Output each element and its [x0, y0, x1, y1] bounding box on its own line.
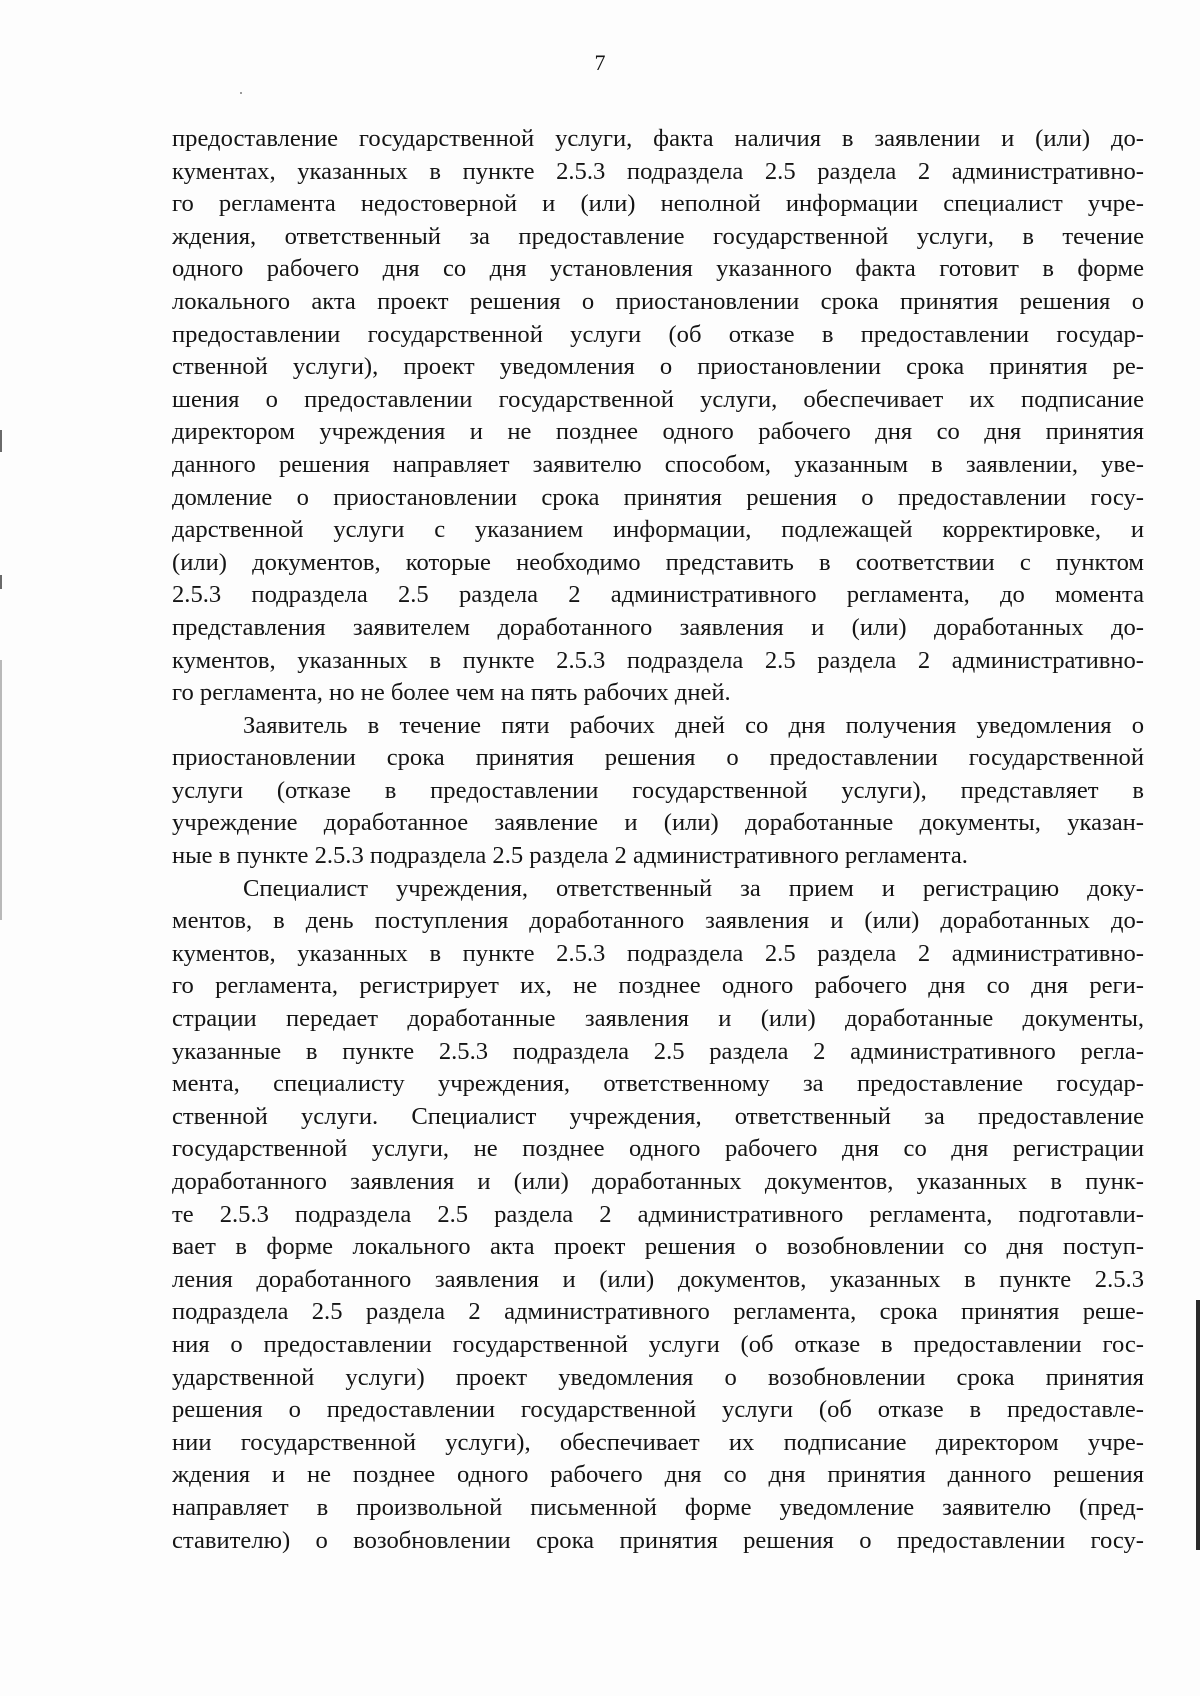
text-line: те 2.5.3 подраздела 2.5 раздела 2 административного регламента, подготавли- [172, 1200, 1144, 1228]
text-line: ментов, в день поступления доработанного заявления и (или) доработанных до- [172, 907, 1144, 935]
text-line: (или) документов, которые необходимо представить в соответствии с пунктом [172, 548, 1144, 576]
text-line: ударственной услуги) проект уведомления о возобновлении срока принятия [172, 1363, 1144, 1391]
scan-artifact [0, 660, 2, 920]
text-line: одного рабочего дня со дня установления указанного факта готовит в форме [172, 255, 1144, 283]
text-line: вает в форме локального акта проект решения о возобновлении со дня поступ- [172, 1233, 1144, 1261]
text-line: ждения и не позднее одного рабочего дня со дня принятия данного решения [172, 1461, 1144, 1489]
text-line: подраздела 2.5 раздела 2 административного регламента, срока принятия реше- [172, 1298, 1144, 1326]
text-line: го регламента недостоверной и (или) неполной информации специалист учре- [172, 190, 1144, 218]
scan-artifact [0, 430, 2, 452]
text-line: решения о предоставлении государственной услуги (об отказе в предоставле- [172, 1396, 1144, 1424]
text-line: дарственной услуги с указанием информации, подлежащей корректировке, и [172, 516, 1144, 544]
text-line: домление о приостановлении срока принятия решения о предоставлении госу- [172, 483, 1144, 511]
text-line: данного решения направляет заявителю способом, указанным в заявлении, уве- [172, 450, 1144, 478]
text-line: доработанного заявления и (или) доработанных документов, указанных в пунк- [172, 1168, 1144, 1195]
text-line: направляет в произвольной письменной форме уведомление заявителю (пред- [172, 1493, 1144, 1521]
text-line: ления доработанного заявления и (или) документов, указанных в пункте 2.5.3 [172, 1265, 1144, 1293]
text-line: страции передает доработанные заявления и (или) доработанные документы, [172, 1005, 1144, 1033]
text-line: директором учреждения и не позднее одного рабочего дня со дня принятия [172, 418, 1144, 446]
text-line: Специалист учреждения, ответственный за прием и регистрацию доку- [243, 874, 1144, 902]
text-line: предоставление государственной услуги, факта наличия в заявлении и (или) до- [172, 125, 1144, 152]
text-line: нии государственной услуги), обеспечивает их подписание директором учре- [172, 1428, 1144, 1456]
text-line: кументах, указанных в пункте 2.5.3 подраздела 2.5 раздела 2 административно- [172, 157, 1144, 185]
text-line: шения о предоставлении государственной услуги, обеспечивает их подписание [172, 385, 1144, 413]
text-line: ные в пункте 2.5.3 подраздела 2.5 раздела 2 административного регламента. [172, 842, 968, 870]
text-line: ственной услуги. Специалист учреждения, ответственный за предоставление [172, 1102, 1144, 1130]
text-line: услуги (отказе в предоставлении государственной услуги), представляет в [172, 776, 1144, 804]
text-line: го регламента, но не более чем на пять рабочих дней. [172, 679, 731, 707]
text-line: ждения, ответственный за предоставление государственной услуги, в течение [172, 222, 1144, 250]
scan-artifact [0, 575, 2, 589]
text-line: учреждение доработанное заявление и (или) доработанные документы, указан- [172, 809, 1144, 837]
scan-artifact [240, 92, 242, 94]
text-line: кументов, указанных в пункте 2.5.3 подраздела 2.5 раздела 2 административно- [172, 646, 1144, 674]
text-line: указанные в пункте 2.5.3 подраздела 2.5 раздела 2 административного регла- [172, 1037, 1144, 1065]
text-line: предоставлении государственной услуги (об отказе в предоставлении государ- [172, 320, 1144, 348]
text-line: Заявитель в течение пяти рабочих дней со дня получения уведомления о [243, 711, 1144, 739]
text-line: ственной услуги), проект уведомления о приостановлении срока принятия ре- [172, 353, 1144, 381]
text-line: мента, специалисту учреждения, ответственному за предоставление государ- [172, 1070, 1144, 1098]
text-line: государственной услуги, не позднее одного рабочего дня со дня регистрации [172, 1135, 1144, 1163]
text-line: ния о предоставлении государственной услуги (об отказе в предоставлении гос- [172, 1330, 1144, 1358]
text-line: локального акта проект решения о приостановлении срока принятия решения о [172, 287, 1144, 315]
text-line: 2.5.3 подраздела 2.5 раздела 2 административного регламента, до момента [172, 581, 1144, 609]
text-line: представления заявителем доработанного заявления и (или) доработанных до- [172, 613, 1144, 641]
text-line: го регламента, регистрирует их, не позднее одного рабочего дня со дня реги- [172, 972, 1144, 1000]
text-line: кументов, указанных в пункте 2.5.3 подраздела 2.5 раздела 2 административно- [172, 939, 1144, 967]
text-line: ставителю) о возобновлении срока принятия решения о предоставлении госу- [172, 1526, 1144, 1554]
text-line: приостановлении срока принятия решения о предоставлении государственной [172, 744, 1144, 772]
page-number: 7 [594, 50, 606, 75]
body-text [172, 123, 1144, 1557]
scan-artifact [1196, 1300, 1200, 1550]
